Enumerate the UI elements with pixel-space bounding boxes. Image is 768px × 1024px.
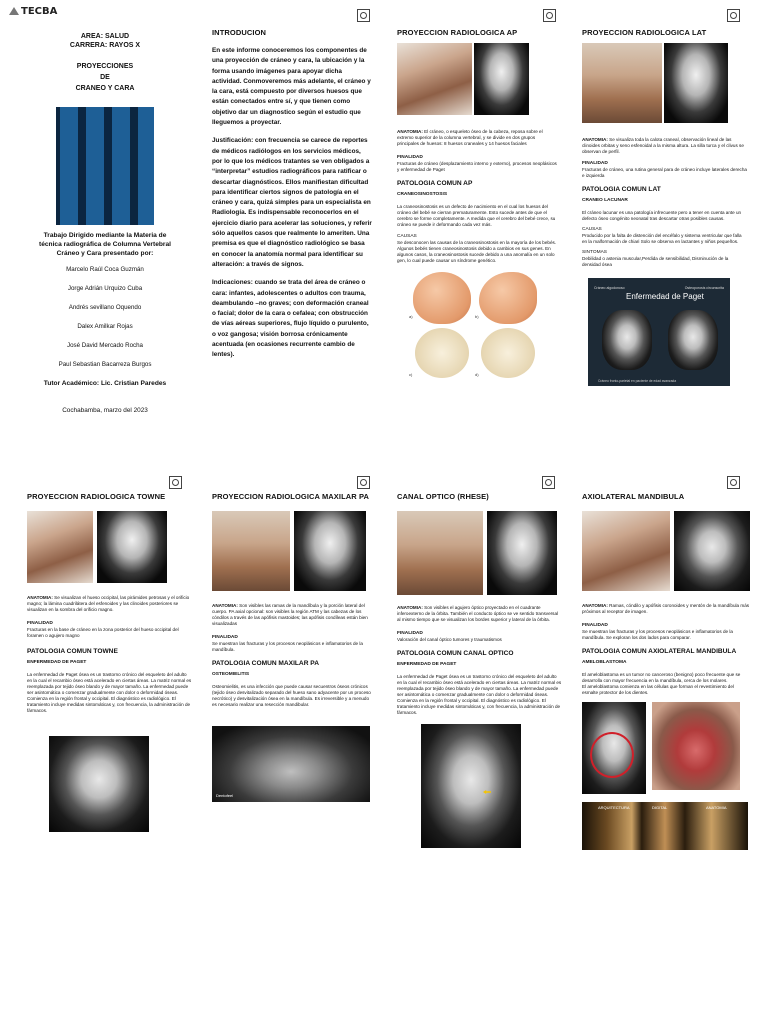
pathology-name: AMELOBLASTOMA <box>582 660 627 665</box>
ap-panel <box>397 28 557 448</box>
author-list <box>20 266 190 368</box>
pathology-name: ENFERMEDAD DE PAGET <box>27 660 87 665</box>
seal-icon <box>542 476 555 489</box>
xray-image <box>674 511 750 591</box>
author: Paul Sebastian Bacarreza Burgos <box>58 361 152 368</box>
seal-icon <box>357 476 370 489</box>
ameloblastoma-xray <box>582 702 646 794</box>
justification-paragraph: Justificación: con frecuencia se carece de reportes de médicos radiólogos en los servicios médicos, por lo que los médicos tratantes se ven obligados a “interpretar” estudios radiográficos para ratificar o descartar diagnósticos. Ellos manifiestan dificultad para identificar ciertos signos de patología en el cráneo y cara, quizá simples para un especialista en Radiología. Es indispensable reconocerlos en el ejercicio diario para acelerar las soluciones, y referir sólo aquellos casos que realmente lo ameriten. Una premisa es que el diagnóstico radiológico se basa en conocer la anatomía normal para identificar su alteración: a través de signos. <box>212 137 372 268</box>
cover-xray-grid <box>56 107 154 225</box>
purpose-label: FINALIDAD <box>582 623 608 628</box>
axio-panel <box>582 492 750 912</box>
seal-icon <box>169 476 182 489</box>
panoramic-xray: Dentofeel <box>212 726 370 802</box>
causes-text: Se desconocen las causas de la craneosinostosis en la mayoría de los bebés. Algunos bebés tienen craneosinostosis debido a cambios en sus genes. En algunos casos, la craneosinostosis sucede debido a una anomalía en un solo gen, lo cual puede causar un síndrome genético. <box>397 240 557 263</box>
author: Jorge Adrián Urquizo Cuba <box>67 285 143 292</box>
pathology-title: PATOLOGIA COMUN MAXILAR PA <box>212 660 319 667</box>
causes-label: CAUSAS <box>582 227 602 232</box>
seal-icon <box>543 9 556 22</box>
skull-top-c <box>415 328 469 378</box>
patient-photo <box>582 43 662 123</box>
author: José David Mercado Rocha <box>66 342 143 349</box>
purpose-label: FINALIDAD <box>27 621 53 626</box>
causes-label: CAUSAS <box>397 234 417 239</box>
projections-label: PROYECCIONES <box>76 63 134 70</box>
seal-icon <box>727 476 740 489</box>
lesion-circle <box>590 732 634 778</box>
patient-photo <box>582 511 670 591</box>
pathology-title: PATOLOGIA COMUN LAT <box>582 186 661 193</box>
cover-panel <box>20 30 190 450</box>
pathology-name: CRANEOSINOSTOSIS <box>397 192 448 197</box>
pathology-text: El ameloblastoma es un tumor no canceroso (benigno) poco frecuente que se desarrolla con mayor frecuencia en la mandíbula, cerca de los molares. <box>582 672 741 683</box>
symptoms-label: SINTOMAS <box>582 250 607 255</box>
pathology-text: La enfermedad de Paget ósea es un trastorno crónico del esqueleto del adulto en la cual el recambio óseo está acelerado en ciertas áreas. La matriz normal es reemplazada por tejido óseo blando y de mayor tamaño. La enfermedad puede ser asintomática o comenzar gradualmente con dolor o deformidad óseas. Comienza en la región frontal y occipital. El diagnóstico es radiológico. El tratamiento incluye medidas sintomáticas y, con frecuencia, la administración de fármacos. <box>397 674 562 715</box>
ap-title: PROYECCION RADIOLOGICA AP <box>397 28 518 37</box>
ameloblastoma-photo <box>652 702 740 790</box>
indications-paragraph: Indicaciones: cuando se trata del área de cráneo o cara: infantes, adolescentes o adultos con trauma, deambulando –no graves; con deformación craneal o facial; dolor de la cara o cefalea; con obstrucción de vías aéreas superiores, flujo líquido o purulento, o voz gangosa; visión borrosa crónicamente acentuada (en ocasiones recurrente cambio de lentes). <box>212 279 369 359</box>
intro-paragraph: En este informe conoceremos los componentes de una proyección de cráneo y cara, la ubicación y la forma usando imágenes para apoyar dicha actividad. Conmoveremos más adelante, el cráneo y la cara, está compuesto por diversos huesos que están conectados entre sí, y que tienen como objetivo dar un diagnostico según el estudio que lleguemos a proyectar. <box>212 47 371 127</box>
paget-xray-right <box>668 310 718 370</box>
pathology-name: ENFERMEDAD DE PAGET <box>397 662 457 667</box>
patient-photo <box>397 511 483 595</box>
author: Marcelo Raúl Coca Guzmán <box>66 266 144 273</box>
logo-icon <box>9 7 19 15</box>
craniosynostosis-figure: a) b) c) d) <box>409 270 541 380</box>
xray-image <box>97 511 167 583</box>
baby-head-b <box>479 272 537 324</box>
de-label: DE <box>100 74 110 81</box>
purpose-label: FINALIDAD <box>397 155 423 160</box>
axio-title: AXIOLATERAL MANDIBULA <box>582 492 685 501</box>
anatomy-text: ANATOMIA: Ramas, cóndilo y apófisis coronoides y mentón de la mandíbula más próximos al receptor de imagen. <box>582 603 750 614</box>
canal-title: CANAL OPTICO (RHESE) <box>397 492 489 501</box>
purpose-label: FINALIDAD <box>397 631 423 636</box>
lat-panel <box>582 28 747 448</box>
lat-title: PROYECCION RADIOLOGICA LAT <box>582 28 707 37</box>
pathology-title: PATOLOGIA COMUN CANAL OPTICO <box>397 650 514 657</box>
intro-title: INTRODUCION <box>212 28 267 37</box>
paget-figure-title: Enfermedad de Paget <box>626 292 704 301</box>
pathology-title: PATOLOGIA COMUN TOWNE <box>27 648 118 655</box>
pathology-text: La enfermedad de Paget ósea es un trastorno crónico del esqueleto del adulto en la cual el recambio óseo está acelerado en ciertas áreas. La matriz normal es reemplazada por tejido óseo blando y de mayor tamaño. La enfermedad puede ser asintomática o comenzar gradualmente con dolor o deformidad óseas. Comienza en la región frontal y occipital. El diagnóstico es radiológico. El tratamiento incluye medidas sintomáticas y, con frecuencia, la administración de fármacos. <box>27 672 192 713</box>
optic-canal-xray <box>421 724 521 848</box>
pathology-title: PATOLOGIA COMUN AXIOLATERAL MANDIBULA <box>582 648 737 655</box>
ameloblastoma-3d-strip: ARQUITECTURA DIGITAL ANATOMIA <box>582 802 748 850</box>
paget-xray-image <box>49 736 149 832</box>
pathology-text: Osteomielitis, es una infección que puede causar secuentros óseos crónicos (tejido óseo desvitalizado separado del hueso sano adyacente por un proceso necrótico) y desvitalización ósea en la mandíbula. Es irreversible y a menudo es necesario realizar una resección mandibular. <box>212 684 371 707</box>
towne-title: PROYECCION RADIOLOGICA TOWNE <box>27 492 166 501</box>
purpose-text: Se muestran las fracturas y los procesos neoplásicos e inflamatorios de la mandíbula. <box>212 641 363 652</box>
paget-figure: Enfermedad de Paget Cráneo algodonoso Osteoporosis circunscrita Cráneo fronto-parietal en paciente de edad avanzada <box>588 278 730 386</box>
subject-label: CRANEO Y CARA <box>75 85 135 92</box>
anatomy-text: ANATOMIA: Son visibles el agujero óptico proyectado en el cuadrante inferoexterno de la órbita. También el conducto óptico se ve sentido transversal al mismo tiempo que se visualizan los bordes superior y lateral de la órbita. <box>397 605 559 622</box>
anatomy-text: ANATOMIA: El cráneo, o esqueleto óseo de la cabeza, reposa sobre el extremo superior de la columna vertebral, y se divide en dos grupos principales de huesos: 8 huesos craneales y 14 huesos faciales <box>397 129 543 146</box>
seal-icon <box>357 9 370 22</box>
skull-top-d <box>481 328 535 378</box>
maxilar-panel <box>212 492 374 912</box>
pathology-text: El cráneo lacunar es una patología infrecuente pero a tener en cuenta ante un defecto óseo congénito neonatal tras descartar otras posibles causas. <box>582 210 742 221</box>
career-label: CARRERA: RAYOS X <box>69 42 141 49</box>
place-date: Cochabamba, marzo del 2023 <box>62 407 148 414</box>
patient-photo <box>212 511 290 591</box>
anatomy-text: ANATOMIA: Se visualizan el hueso occipital, las pirámides petrosas y el orificio magno; la lámina cuadrilátera del esfenoides y las clinoides posteriores se visualizan en la sombra del orificio magno. <box>27 595 190 612</box>
work-description: Trabajo Dirigido mediante la Materia de técnica radiográfica de Columna Vertebral Cráneo y Cara presentado por: <box>39 232 171 257</box>
xray-image <box>294 511 366 591</box>
xray-image <box>474 43 529 115</box>
canal-panel <box>397 492 562 912</box>
towne-panel <box>27 492 192 912</box>
author: Dalex Amilkar Rojas <box>77 323 133 330</box>
intro-panel <box>212 28 372 448</box>
xray-image <box>664 43 728 123</box>
purpose-text: Valoración del canal óptico tumores y traumatismos <box>397 637 502 642</box>
anatomy-text: ANATOMIA: Se visualiza toda la calota craneal, observación lineal de las clinoides orbitas y seno esfenoidal a la misma altura. La silla turca y el clivus se observan de perfil. <box>582 137 744 154</box>
xray-image <box>487 511 557 595</box>
maxilar-title: PROYECCION RADIOLOGICA MAXILAR PA <box>212 492 370 501</box>
baby-head-a <box>413 272 471 324</box>
tecba-logo: TECBA <box>9 6 57 17</box>
purpose-label: FINALIDAD <box>212 635 238 640</box>
author: Andrés sevillano Oquendo <box>68 304 142 311</box>
tutor-label: Tutor Académico: Lic. Cristian Paredes <box>43 380 167 387</box>
purpose-label: FINALIDAD <box>582 161 608 166</box>
patient-photo <box>397 43 472 115</box>
purpose-text: Fracturas en la base de cráneo en la zona posterior del hueso occipital del foramen o agujero magno <box>27 627 179 638</box>
pathology-text-2: El ameloblastoma comienza en las células que forman el revestimiento del esmalte protector de los dientes. <box>582 684 734 695</box>
area-label: AREA: SALUD <box>80 33 130 40</box>
patient-photo <box>27 511 93 583</box>
purpose-text: Se muestran las fracturas y los procesos neoplásicos e inflamatorios de la mandíbula. Se exploran los dos lados para comparar. <box>582 629 733 640</box>
pathology-name: OSTEOMIELITIS <box>212 672 250 677</box>
seal-icon <box>727 9 740 22</box>
pathology-name: CRANEO LACUNAR <box>582 198 628 203</box>
purpose-text: Fracturas de cráneo, una rutina general para de cráneo incluye laterales derecha e izquierda <box>582 167 747 178</box>
pathology-title: PATOLOGIA COMUN AP <box>397 180 473 187</box>
symptoms-text: Debilidad o astenia muscular,Perdida de sensibilidad, Disminución de la densidad ósea <box>582 256 729 267</box>
paget-xray-left <box>602 310 652 370</box>
pathology-text: La craneosinostosis es un defecto de nacimiento en el cual los huesos del cráneo del bebé se cierran prematuramente. Esto sucede antes de que el cerebro se forme completamente. A medida que el cerebro del bebé crece, su cráneo se puede ir deformando cada vez más. <box>397 204 556 227</box>
purpose-text: Fracturas de cráneo (desplazamiento interno y externo), procesos neoplásicos y enfermedad de Paget <box>397 161 557 172</box>
anatomy-text: ANATOMIA: Son visibles las ramas de la mandíbula y la porción lateral del cuerpo. PA axial opcional: son visibles la región ATM y las cabezas de los cóndilos a través de las apófisis mastoides; las apófisis condíleas están bien visualizadas <box>212 603 368 626</box>
causes-text: Producido por la falta de distención del encéfalo y sistema ventricular que falla en la malformación de chiari Solo se observa en lactantes y niños pequeños. <box>582 233 742 244</box>
arrow-icon <box>483 790 491 794</box>
